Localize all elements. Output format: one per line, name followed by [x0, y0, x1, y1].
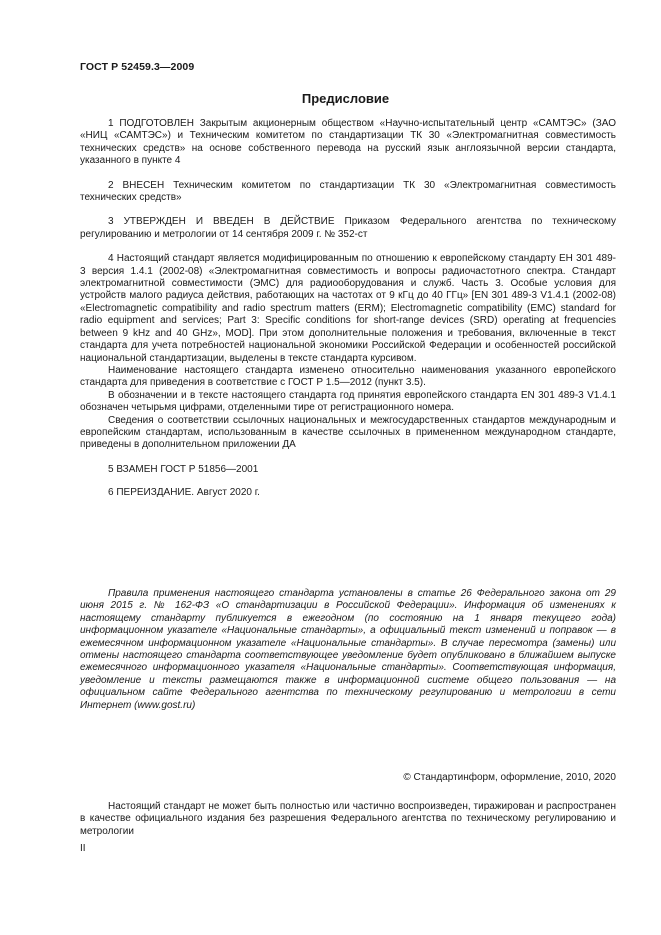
foreword-body [80, 118, 616, 500]
copyright-line: © Стандартинформ, оформление, 2010, 2020 [403, 772, 616, 783]
item-reissue: 6 ПЕРЕИЗДАНИЕ. Август 2020 г. [108, 487, 260, 499]
reproduction-notice: Настоящий стандарт не может быть полностью или частично воспроизведен, тиражирован и распространен в качестве официального издания без разрешения Федерального агентства по техническому регулированию и метрологии [80, 801, 616, 837]
item-name-change: Наименование настоящего стандарта изменено относительно наименования указанного европейского стандарта для приведения в соответствие с ГОСТ Р 1.5—2012 (пункт 3.5). [80, 364, 616, 389]
item-reference-standards: Сведения о соответствии ссылочных национальных и межгосударственных стандартов международным и европейским стандартам, использованным в качестве ссылочных в примененном международном стандарте, приведены в дополнительном приложении ДА [80, 414, 616, 451]
item-prepared: 1 ПОДГОТОВЛЕН Закрытым акционерным обществом «Научно-испытательный центр «САМТЭС» (ЗАО «НИЦ «САМТЭС») и Техническим комитетом по стандартизации ТК 30 «Электромагнитная совместимость технических средств» на основе собственного перевода на русский язык англоязычной версии стандарта, указанного в пункте 4 [80, 118, 616, 167]
page-title: Предисловие [301, 91, 390, 106]
page-number: II [80, 843, 86, 854]
item-replaces: 5 ВЗАМЕН ГОСТ Р 51856—2001 [108, 463, 259, 475]
item-year-notation: В обозначении и в тексте настоящего стандарта год принятия европейского стандарта EN 301 489-3 V1.4.1 обозначен четырьмя цифрами, отделенными тире от регистрационного номера. [80, 389, 616, 414]
application-rules-notice: Правила применения настоящего стандарта установлены в статье 26 Федерального закона от 29 июня 2015 г. № 162-ФЗ «О стандартизации в Российской Федерации». Информация об изменениях к настоящему стандарту публикуется в ежегодном (по состоянию на 1 января текущего года) информационном указателе «Национальные стандарты», а официальный текст изменений и поправок — в ежемесячном информационном указателе «Национальные стандарты». В случае пересмотра (замены) или отмены настоящего стандарта соответствующее уведомление будет опубликовано в ближайшем выпуске ежемесячного информационного указателя «Национальные стандарты». Соответствующая информация, уведомление и тексты размещаются также в информационной системе общего пользования — на официальном сайте Федерального агентства по техническому регулированию и метрологии в сети Интернет (www.gost.ru) [80, 588, 616, 711]
item-modified: 4 Настоящий стандарт является модифицированным по отношению к европейскому стандарту ЕН 301 489-3 версия 1.4.1 (2002-08) «Электромагнитная совместимость и вопросы радиочастотного спектра. Стандарт электромагнитной совместимости (ЭМС) для радиооборудования и служб. Часть 3. Особые условия для устройств малого радиуса действия, работающих на частотах от 9 кГц до 40 ГГц» [EN 301 489-3 V1.4.1 (2002-08) «Electromagnetic compatibility and radio spectrum matters (ERM); Electromagnetic compatibility (EMC) standard for radio equipment and services; Part 3: Specific conditions for short-range devices (SRD) operating at frequencies between 9 kHz and 40 GHz», MOD]. При этом дополнительные положения и требования, включенные в текст стандарта для учета потребностей национальной экономики Российской Федерации и особенностей российской национальной стандартизации, выделены в тексте стандарта курсивом. [80, 253, 616, 364]
document-id: ГОСТ Р 52459.3—2009 [80, 61, 195, 73]
item-approved: 3 УТВЕРЖДЕН И ВВЕДЕН В ДЕЙСТВИЕ Приказом Федерального агентства по техническому регулированию и метрологии от 14 сентября 2009 г. № 352-ст [80, 216, 616, 240]
item-submitted: 2 ВНЕСЕН Техническим комитетом по стандартизации ТК 30 «Электромагнитная совместимость технических средств» [80, 179, 616, 204]
